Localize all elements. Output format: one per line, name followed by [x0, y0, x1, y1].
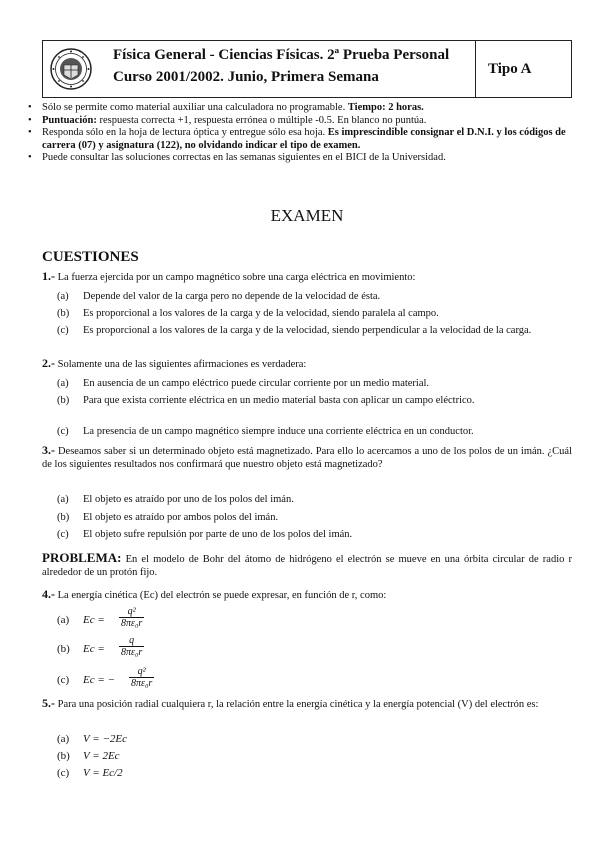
- formula-text: V = −2Ec: [83, 733, 127, 745]
- question-text: Deseamos saber si un determinado objeto está magnetizado. Para ello lo acercamos a uno de los polos de un imán. ¿Cuál de los siguientes resultados nos confirmará que nuestro objeto está magnetizado?: [42, 446, 572, 470]
- problem-heading: PROBLEMA:: [42, 550, 122, 565]
- question-number: 3.-: [42, 443, 55, 457]
- question-1: [42, 270, 572, 284]
- option-text: Es proporcional a los valores de la carga y de la velocidad, siendo paralela al campo.: [83, 308, 439, 319]
- exam-heading: EXAMEN: [270, 206, 344, 225]
- cuestiones-heading: CUESTIONES: [42, 249, 139, 265]
- instruction-item: [28, 115, 590, 128]
- q1-option-c: [57, 324, 572, 337]
- instruction-text: Puede consultar las soluciones correctas en las semanas siguientes en el BICI de la Universidad.: [42, 152, 446, 164]
- option-label: (b): [57, 308, 70, 319]
- instruction-bold-text: Es imprescindible consignar el D.N.I. y los códigos de carrera (07) y asignatura (122), no olvidando indicar el tipo de examen.: [42, 127, 566, 151]
- option-label: (c): [57, 674, 70, 686]
- instruction-bold-text: Puntuación:: [42, 114, 97, 126]
- problem-text: En el modelo de Bohr del átomo de hidrógeno el electrón se mueve en una órbita circular de radio r alrededor de un protón fijo.: [42, 554, 573, 578]
- option-label: (b): [57, 643, 70, 655]
- option-label: (a): [57, 378, 69, 389]
- fraction-numerator: q²: [137, 666, 146, 677]
- question-text: La energía cinética (Ec) del electrón se puede expresar, en función de r, como:: [57, 590, 387, 601]
- formula-lhs: Ec =: [83, 643, 105, 655]
- formula-lhs: Ec =: [83, 614, 105, 626]
- instruction-bold-text: Tiempo: 2 horas.: [347, 102, 424, 113]
- instruction-text: Responda sólo en la hoja de lectura óptica y entregue sólo esa hoja.: [42, 127, 328, 139]
- option-label: (c): [57, 767, 70, 779]
- option-label: (a): [57, 494, 69, 505]
- fraction-denominator: 8πε₀r: [121, 647, 143, 658]
- option-text: El objeto es atraído por ambos polos del imán.: [83, 512, 279, 523]
- question-number: 5.-: [42, 696, 55, 710]
- question-text: Para una posición radial cualquiera r, la relación entre la energía cinética y la energía potencial (V) del electrón es:: [57, 699, 539, 710]
- question-3: [42, 444, 572, 471]
- option-label: (c): [57, 325, 69, 336]
- option-label: (c): [57, 426, 69, 437]
- formula-text: V = Ec/2: [83, 767, 123, 779]
- fraction-numerator: q²: [127, 606, 136, 617]
- question-4: [42, 588, 572, 602]
- question-text: Solamente una de las siguientes afirmaciones es verdadera:: [57, 359, 307, 370]
- problem-statement: [42, 551, 572, 579]
- instruction-item: [28, 127, 590, 152]
- exam-type-label: Tipo A: [488, 61, 532, 77]
- exam-title-line2: Curso 2001/2002. Junio, Primera Semana: [113, 69, 379, 85]
- formula-fraction: [119, 635, 144, 658]
- option-label: (a): [57, 614, 70, 626]
- option-label: (b): [57, 512, 70, 523]
- option-label: (b): [57, 395, 70, 406]
- formula-fraction: [129, 666, 154, 689]
- q3-option-c: [57, 528, 572, 541]
- option-text: Para que exista corriente eléctrica en un medio material basta con aplicar un campo eléctrico.: [83, 395, 475, 406]
- fraction-denominator: 8πε₀r: [131, 678, 153, 689]
- option-label: (a): [57, 733, 70, 745]
- exam-title-line1: Física General - Ciencias Físicas. 2ª Prueba Personal: [113, 47, 450, 63]
- instruction-item: [28, 152, 590, 165]
- option-text: Depende del valor de la carga pero no depende de la velocidad de ésta.: [83, 291, 381, 302]
- fraction-denominator: 8πε₀r: [121, 618, 143, 629]
- q3-option-a: [57, 493, 572, 506]
- instruction-item: [28, 102, 590, 115]
- header-divider: [475, 41, 476, 97]
- question-number: 1.-: [42, 269, 55, 283]
- option-text: El objeto es atraído por uno de los polos del imán.: [83, 494, 294, 505]
- q2-option-a: [57, 377, 572, 390]
- option-label: (a): [57, 291, 69, 302]
- question-5: [42, 697, 572, 711]
- question-number: 4.-: [42, 587, 55, 601]
- option-label: (b): [57, 750, 70, 762]
- option-text: La presencia de un campo magnético siempre induce una corriente eléctrica en un conductor.: [83, 426, 474, 437]
- university-seal-icon: [49, 47, 93, 91]
- formula-fraction: [119, 606, 144, 629]
- q1-option-b: [57, 307, 572, 320]
- option-text: Es proporcional a los valores de la carga y de la velocidad, siendo perpendicular a la velocidad de la carga.: [83, 325, 532, 336]
- question-2: [42, 357, 572, 371]
- q2-option-c: [57, 425, 572, 438]
- q1-option-a: [57, 290, 572, 303]
- option-text: El objeto sufre repulsión por parte de uno de los polos del imán.: [83, 529, 353, 540]
- instruction-text: Sólo se permite como material auxiliar una calculadora no programable.: [42, 102, 348, 113]
- fraction-numerator: q: [129, 635, 135, 646]
- option-text: En ausencia de un campo eléctrico puede circular corriente por un medio material.: [83, 378, 430, 389]
- instructions-list: [28, 102, 590, 165]
- formula-lhs: Ec = −: [83, 674, 115, 686]
- question-text: La fuerza ejercida por un campo magnético sobre una carga eléctrica en movimiento:: [57, 272, 416, 283]
- option-label: (c): [57, 529, 69, 540]
- question-number: 2.-: [42, 356, 55, 370]
- instruction-text: respuesta correcta +1, respuesta errónea o múltiple -0.5. En blanco no puntúa.: [96, 114, 427, 126]
- q2-option-b: [57, 394, 572, 407]
- exam-header: [42, 40, 572, 98]
- formula-text: V = 2Ec: [83, 750, 120, 762]
- q3-option-b: [57, 511, 572, 524]
